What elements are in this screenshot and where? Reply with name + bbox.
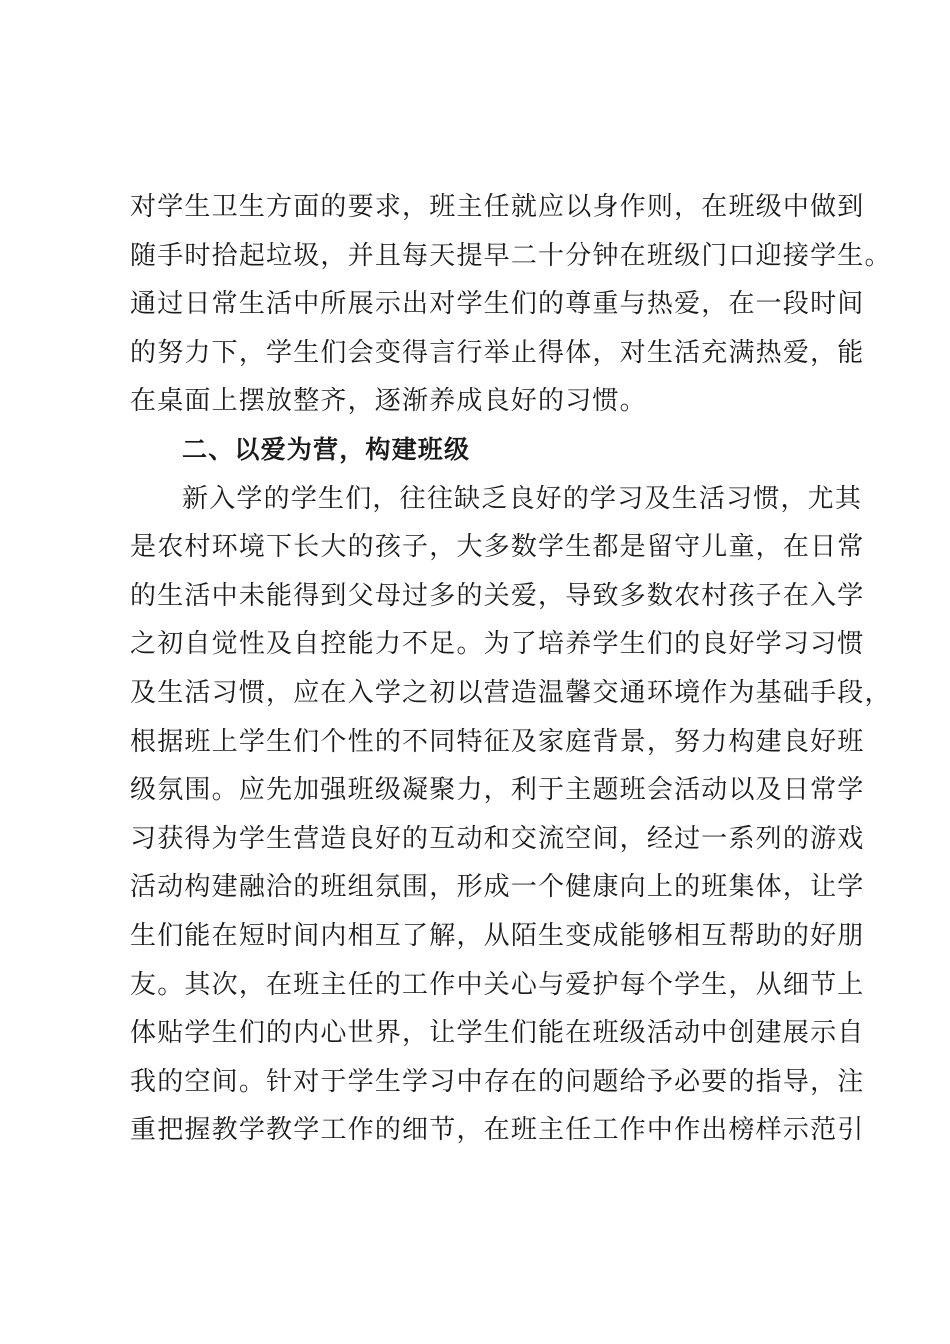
text-line: 通 过 日 常 生 活 中 所 展 示 出 对 学 生 们 的 尊 重 与 热 爱 ， 在 一 段 时 间 [130, 289, 865, 320]
text-line: 活 动 构 建 融 洽 的 班 组 氛 围 ， 形 成 一 个 健 康 向 上 的 班 集 体 ， 让 学 [130, 872, 865, 903]
text-line: 随 手 时 拾 起 垃 圾 ， 并 且 每 天 提 早 二 十 分 钟 在 班 级 门 口 迎 接 学 生 。 [130, 240, 892, 271]
document-body [130, 183, 892, 1155]
text-line: 根 据 班 上 学 生 们 个 性 的 不 同 特 征 及 家 庭 背 景 ， 努 力 构 建 良 好 班 [130, 726, 865, 757]
text-line: 级 氛 围 。 应 先 加 强 班 级 凝 聚 力 ， 利 于 主 题 班 会 活 动 以 及 日 常 学 [130, 775, 865, 806]
text-line: 对 学 生 卫 生 方 面 的 要 求 ， 班 主 任 就 应 以 身 作 则 ， 在 班 级 中 做 到 [130, 192, 865, 222]
text-line: 我 的 空 间 。 针 对 于 学 生 学 习 中 存 在 的 问 题 给 予 必 要 的 指 导 ， 注 [130, 1066, 865, 1097]
text-line: 友 。 其 次 ， 在 班 主 任 的 工 作 中 关 心 与 爱 护 每 个 学 生 ， 从 细 节 上 [130, 969, 865, 1000]
text-line: 习 获 得 为 学 生 营 造 良 好 的 互 动 和 交 流 空 间 ， 经 过 一 系 列 的 游 戏 [130, 823, 865, 854]
text-line: 体 贴 学 生 们 的 内 心 世 界 ， 让 学 生 们 能 在 班 级 活 动 中 创 建 展 示 自 [130, 1018, 865, 1049]
text-line: 的 努 力 下 ， 学 生 们 会 变 得 言 行 举 止 得 体 ， 对 生 活 充 满 热 爱 ， 能 [130, 337, 865, 368]
text-line: 新 入 学 的 学 生 们 ， 往 往 缺 乏 良 好 的 学 习 及 生 活 习 惯 ， 尤 其 [182, 483, 863, 514]
text-line: 的 生 活 中 未 能 得 到 父 母 过 多 的 关 爱 ， 导 致 多 数 农 村 孩 子 在 入 学 [130, 580, 865, 611]
text-line: 及 生 活 习 惯 ， 应 在 入 学 之 初 以 营 造 温 馨 交 通 环 境 作 为 基 础 手 段 ， [130, 677, 892, 708]
text-line: 在桌面上摆放整齐，逐渐养成良好的习惯。 [130, 386, 647, 417]
text-line: 是 农 村 环 境 下 长 大 的 孩 子 ， 大 多 数 学 生 都 是 留 守 儿 童 ， 在 日 常 [130, 532, 865, 563]
section-heading: 二、以爱为营，构建班级 [182, 434, 471, 464]
text-line: 生 们 能 在 短 时 间 内 相 互 了 解 ， 从 陌 生 变 成 能 够 相 互 帮 助 的 好 朋 [130, 920, 865, 951]
text-line: 之 初 自 觉 性 及 自 控 能 力 不 足 。 为 了 培 养 学 生 们 的 良 好 学 习 习 惯 [130, 629, 865, 660]
text-line: 重 把 握 教 学 教 学 工 作 的 细 节 ， 在 班 主 任 工 作 中 作 出 榜 样 示 范 引 [130, 1115, 865, 1146]
